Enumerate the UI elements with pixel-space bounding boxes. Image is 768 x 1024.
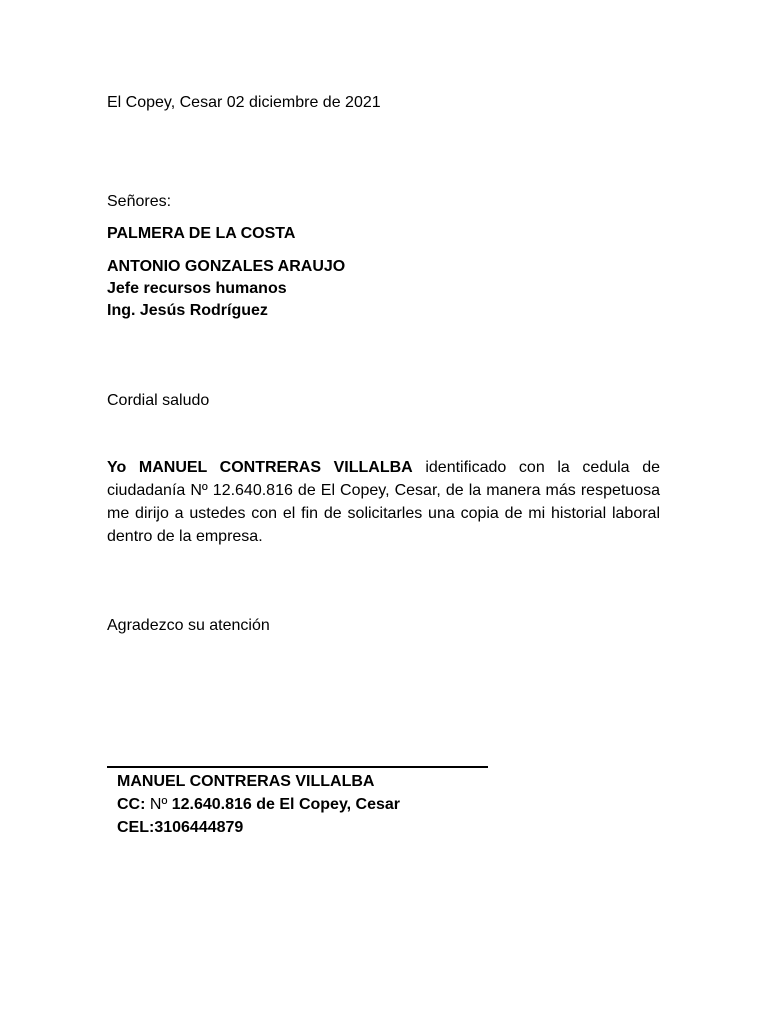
company-name: PALMERA DE LA COSTA	[107, 225, 296, 242]
signature-line	[107, 766, 488, 768]
recipient-name: ANTONIO GONZALES ARAUJO	[107, 258, 346, 275]
body-paragraph	[107, 456, 660, 548]
recipient-title: Jefe recursos humanos	[107, 280, 287, 297]
signature-cc-label: CC:	[117, 796, 146, 813]
closing: Agradezco su atención	[107, 617, 270, 634]
place-date: El Copey, Cesar 02 diciembre de 2021	[107, 94, 381, 111]
signature-cc-value: 12.640.816 de El Copey, Cesar	[171, 796, 401, 813]
body-intro-bold: Yo MANUEL CONTRERAS VILLALBA	[107, 459, 413, 476]
salutation-label: Señores:	[107, 193, 172, 210]
recipient-extra: Ing. Jesús Rodríguez	[107, 302, 268, 319]
body-text: identificado con la cedula de ciudadanía Nº 12.640.816 de El Copey, Cesar, de la manera más respetuosa me dirijo a ustedes con el fin de solicitarles una copia de mi historial laboral dentro de la empresa.	[107, 459, 660, 545]
signature-cc	[117, 795, 400, 815]
signature-cc-symbol: Nº	[145, 796, 172, 813]
signature-name: MANUEL CONTRERAS VILLALBA	[117, 773, 375, 790]
greeting: Cordial saludo	[107, 392, 210, 409]
signature-cel: CEL:3106444879	[117, 819, 244, 836]
